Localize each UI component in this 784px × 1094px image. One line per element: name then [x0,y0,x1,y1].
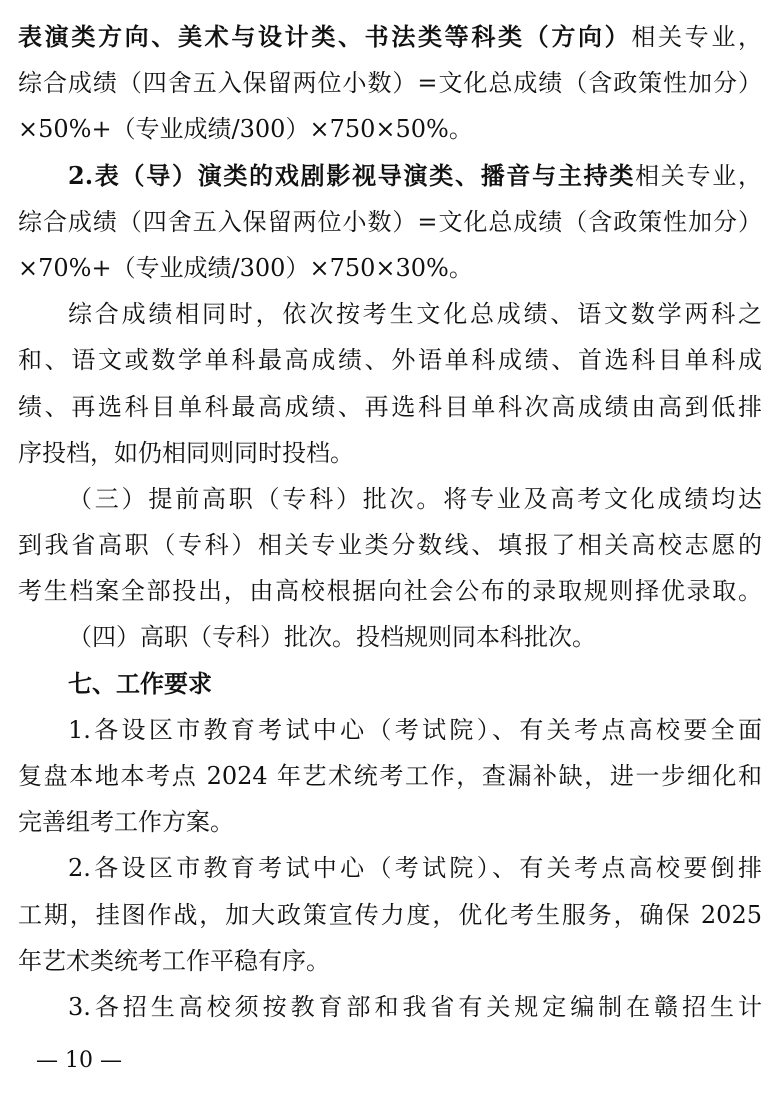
text-segment: 到我省高职（专科）相关专业类分数线、填报了相关高校志愿的 [18,531,762,560]
text-line [18,522,762,568]
text-segment: 完善组考工作方案。 [18,808,234,837]
text-line [18,614,762,660]
text-line [18,60,762,106]
bold-text-segment: 2.表（导）演类的戏剧影视导演类、播音与主持类 [68,160,636,190]
page-number: — 10 — [36,1048,122,1073]
text-segment: 复盘本地本考点 2024 年艺术统考工作，查漏补缺，进一步细化和 [18,762,762,790]
text-segment: 相关专业， [635,161,762,190]
text-segment: 综合成绩相同时，依次按考生文化总成绩、语文数学两科之 [68,300,762,329]
text-segment: 3.各招生高校须按教育部和我省有关规定编制在赣招生计 [68,992,762,1021]
text-segment: 绩、再选科目单科最高成绩、再选科目单科次高成绩由高到低排 [18,392,762,421]
text-line [18,153,762,199]
text-segment: （四）高职（专科）批次。投档规则同本科批次。 [68,623,596,652]
text-line [18,661,762,707]
text-segment: 年艺术类统考工作平稳有序。 [18,946,330,975]
text-line [18,245,762,291]
text-line [18,938,762,984]
text-segment: 工期，挂图作战，加大政策宣传力度，优化考生服务，确保 2025 [18,900,762,929]
text-line [18,476,762,522]
text-line [18,430,762,476]
text-segment: （三）提前高职（专科）批次。将专业及高考文化成绩均达 [68,484,762,513]
text-line [18,845,762,891]
text-line [18,753,762,799]
bold-text-segment: 七、工作要求 [68,668,212,698]
text-line [18,892,762,938]
text-segment: 综合成绩（四舍五入保留两位小数）=文化总成绩（含政策性加分） [18,207,762,236]
text-segment: 序投档，如仍相同则同时投档。 [18,438,354,467]
text-segment: 2.各设区市教育考试中心（考试院）、有关考点高校要倒排 [68,854,762,883]
text-segment: 相关专业， [631,23,763,51]
text-line [18,568,762,614]
text-line [18,984,762,1030]
text-line [18,799,762,845]
bold-text-segment: 表演类方向、美术与设计类、书法类等科类（方向） [18,22,632,51]
text-segment: 考生档案全部投出，由高校根据向社会公布的录取规则择优录取。 [18,577,762,606]
document-body [18,14,762,1030]
text-line [18,14,762,60]
text-segment: ×50%+（专业成绩/300）×750×50%。 [18,115,473,144]
text-segment: 1.各设区市教育考试中心（考试院）、有关考点高校要全面 [68,715,762,744]
text-line [18,337,762,383]
text-segment: ×70%+（专业成绩/300）×750×30%。 [18,253,473,282]
text-line [18,199,762,245]
text-line [18,384,762,430]
text-segment: 和、语文或数学单科最高成绩、外语单科成绩、首选科目单科成 [18,346,762,375]
text-segment: 综合成绩（四舍五入保留两位小数）=文化总成绩（含政策性加分） [18,69,762,98]
text-line [18,291,762,337]
text-line [18,106,762,152]
text-line [18,707,762,753]
